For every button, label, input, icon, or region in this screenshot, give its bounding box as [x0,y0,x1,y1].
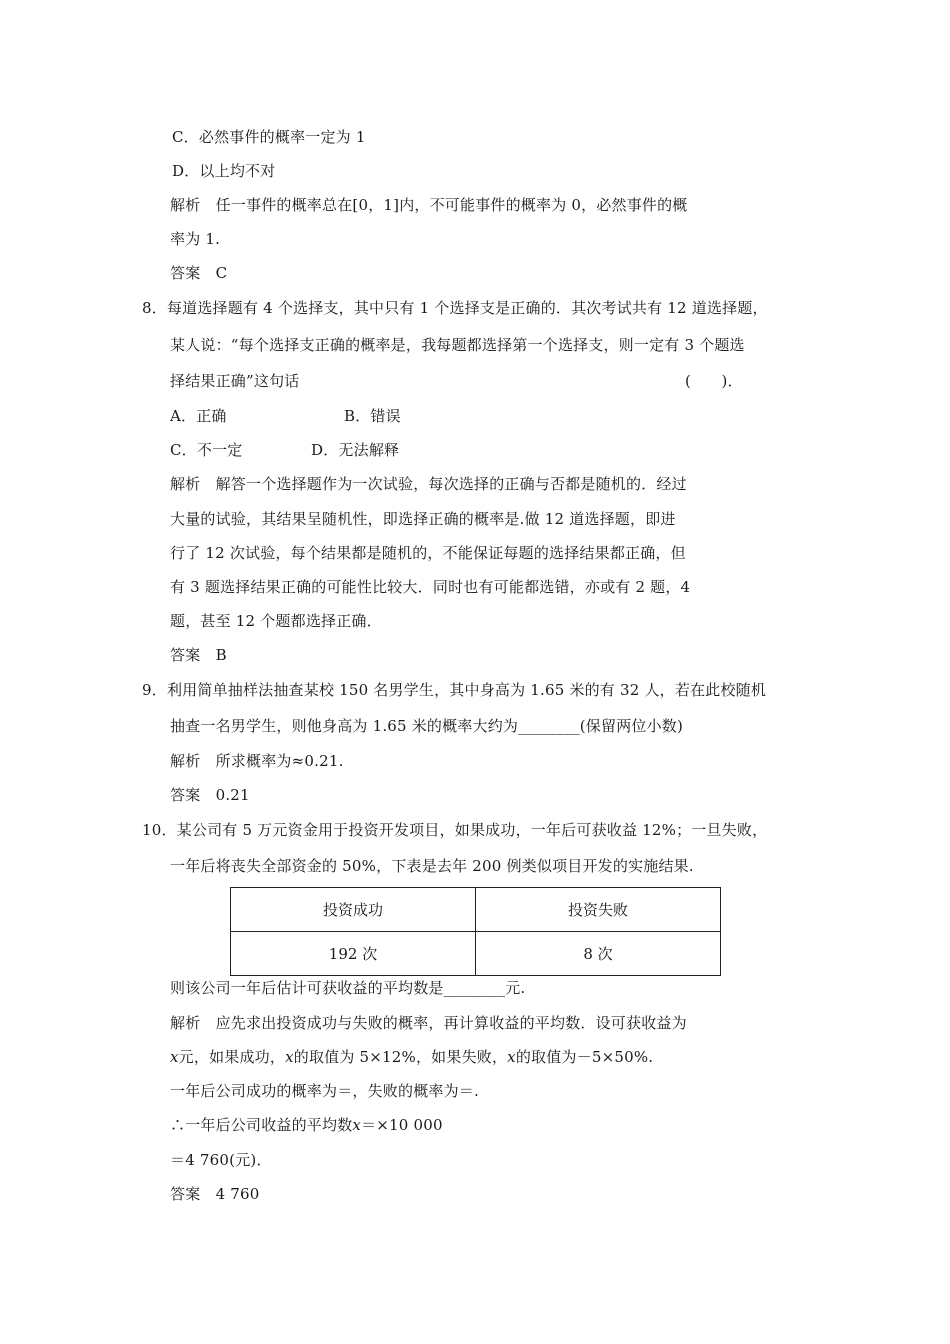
q10-analysis-text: ＝×10 000 [361,1116,443,1134]
q8-analysis-line-3: 行了 12 次试验，每个结果都是随机的，不能保证每题的选择结果都正确，但 [170,544,686,562]
table-header-row [231,888,721,932]
q7-answer: 答案 C [170,264,228,282]
q8-option-d: D．无法解释 [311,441,400,459]
q10-analysis-line-2 [170,1047,653,1067]
q10-analysis-text: 的取值为－5×50%. [515,1048,654,1066]
q7-option-d: D．以上均不对 [172,162,276,180]
q7-analysis-line-2: 率为 1. [170,230,221,248]
table-value-failure: 8 次 [476,932,721,976]
q8-stem-line-2: 某人说：“每个选择支正确的概率是，我每题都选择第一个选择支，则一定有 3 个题选 [170,336,745,354]
table-header-success: 投资成功 [231,888,476,932]
q8-stem-text: 择结果正确”这句话 [170,372,300,390]
q9-stem-line-1: 9．利用简单抽样法抽查某校 150 名男学生，其中身高为 1.65 米的有 32 人，若在此校随机 [142,681,767,699]
q8-stem-line-1: 8．每道选择题有 4 个选择支，其中只有 1 个选择支是正确的．其次考试共有 12 道选择题， [142,299,768,317]
q9-answer: 答案 0.21 [170,786,250,804]
q9-analysis: 解析 所求概率为≈0.21. [170,752,344,770]
q8-options-row-1 [170,406,227,426]
q8-option-c: C．不一定 [170,441,243,459]
q10-analysis-text: 的取值为 5×12%，如果失败， [293,1048,508,1066]
q8-option-b: B．错误 [344,407,401,425]
variable-x: x [352,1116,362,1134]
table-header-failure: 投资失败 [476,888,721,932]
investment-results-table [230,887,721,976]
q8-analysis-line-1: 解析 解答一个选择题作为一次试验，每次选择的正确与否都是随机的．经过 [170,475,687,493]
q10-answer: 答案 4 760 [170,1185,260,1203]
q10-analysis-text: 元，如果成功， [178,1048,286,1066]
q10-analysis-line-3: 一年后公司成功的概率为＝，失败的概率为＝. [170,1082,479,1100]
table-value-success: 192 次 [231,932,476,976]
q8-analysis-line-4: 有 3 题选择结果正确的可能性比较大．同时也有可能都选错，亦或有 2 题，4 [170,578,691,596]
q10-analysis-line-1: 解析 应先求出投资成功与失败的概率，再计算收益的平均数．设可获收益为 [170,1014,687,1032]
q8-analysis-line-2: 大量的试验，其结果呈随机性，即选择正确的概率是.做 12 道选择题，即进 [170,510,676,528]
q7-analysis-line-1: 解析 任一事件的概率总在[0，1]内，不可能事件的概率为 0，必然事件的概 [170,196,688,214]
q10-analysis-text: ∴一年后公司收益的平均数 [170,1116,353,1134]
q10-stem-line-2: 一年后将丧失全部资金的 50%，下表是去年 200 例类似项目开发的实施结果. [170,857,694,875]
variable-x: x [285,1048,294,1066]
q7-option-c: C．必然事件的概率一定为 1 [172,128,366,146]
q9-stem-line-2: 抽查一名男学生，则他身高为 1.65 米的概率大约为________(保留两位小数) [170,717,684,735]
q8-stem-line-3 [170,371,743,391]
q10-stem-line-1: 10．某公司有 5 万元资金用于投资开发项目，如果成功，一年后可获收益 12%；一旦失败， [142,821,768,839]
q10-analysis-line-4 [170,1115,443,1135]
q8-option-a: A．正确 [170,407,227,425]
q10-stem-line-3: 则该公司一年后估计可获收益的平均数是________元. [170,979,526,997]
q10-analysis-line-5: ＝4 760(元)． [170,1151,272,1169]
variable-x: x [507,1048,516,1066]
table-value-row [231,932,721,976]
variable-x: x [170,1048,179,1066]
q8-analysis-line-5: 题，甚至 12 个题都选择正确． [170,612,382,630]
q8-answer: 答案 B [170,646,227,664]
q8-answer-paren: ( )． [685,372,743,390]
